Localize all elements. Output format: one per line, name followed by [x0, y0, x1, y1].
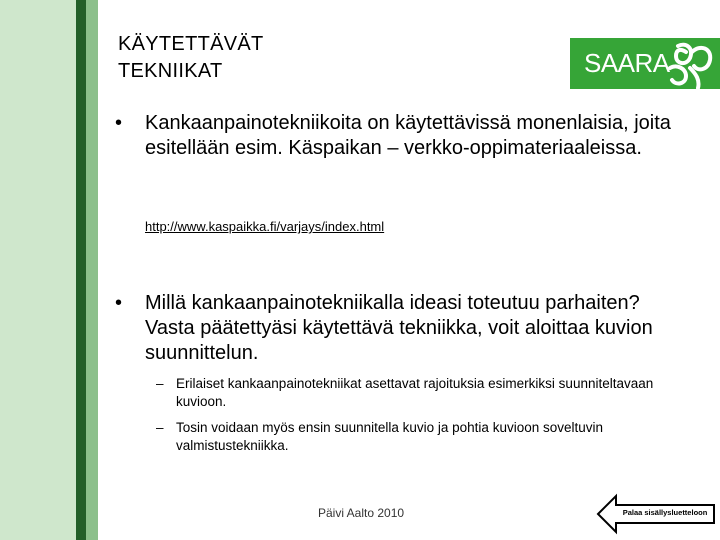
decorative-stripe-light	[0, 0, 76, 540]
decorative-stripe-dark	[76, 0, 86, 540]
sub-bullet-item-design-first	[156, 419, 676, 455]
sub-bullet-item-limitations	[156, 375, 676, 411]
sub-bullet-text: Erilaiset kankaanpainotekniikat asettavat rajoituksia esimerkiksi suunniteltavaan kuvioon.	[176, 376, 654, 409]
logo-text: SAARA	[584, 48, 670, 78]
sub-bullet-symbol: –	[156, 420, 164, 435]
bullet-text: Millä kankaanpainotekniikalla ideasi toteutuu parhaiten? Vasta päätettyäsi käytettävä tekniikka, voit aloittaa kuvion suunnittelun.	[145, 292, 653, 364]
slide-title: KÄYTETTÄVÄT TEKNIIKAT	[118, 33, 264, 82]
flower-leaf-icon	[660, 38, 720, 89]
bullet-symbol: •	[115, 292, 123, 314]
back-button-label: Palaa sisällysluetteloon	[622, 508, 708, 517]
sub-bullet-symbol: –	[156, 376, 164, 391]
decorative-stripe-mid	[86, 0, 98, 540]
bullet-item-choose-technique	[115, 291, 675, 366]
back-to-contents-button[interactable]	[596, 493, 716, 535]
bullet-text: Kankaanpainotekniikoita on käytettävissä monenlaisia, joita esitellään esim. Käspaikan – verkko-oppimateriaaleissa.	[145, 112, 671, 159]
bullet-item-techniques	[115, 111, 675, 161]
kaspaikka-link[interactable]: http://www.kaspaikka.fi/varjays/index.html	[145, 219, 385, 234]
saara-logo	[570, 38, 720, 89]
footer-author: Päivi Aalto 2010	[318, 506, 405, 520]
bullet-symbol: •	[115, 112, 123, 134]
sub-bullet-text: Tosin voidaan myös ensin suunnitella kuvio ja pohtia kuvioon soveltuvin valmistustekniikka.	[176, 420, 604, 453]
